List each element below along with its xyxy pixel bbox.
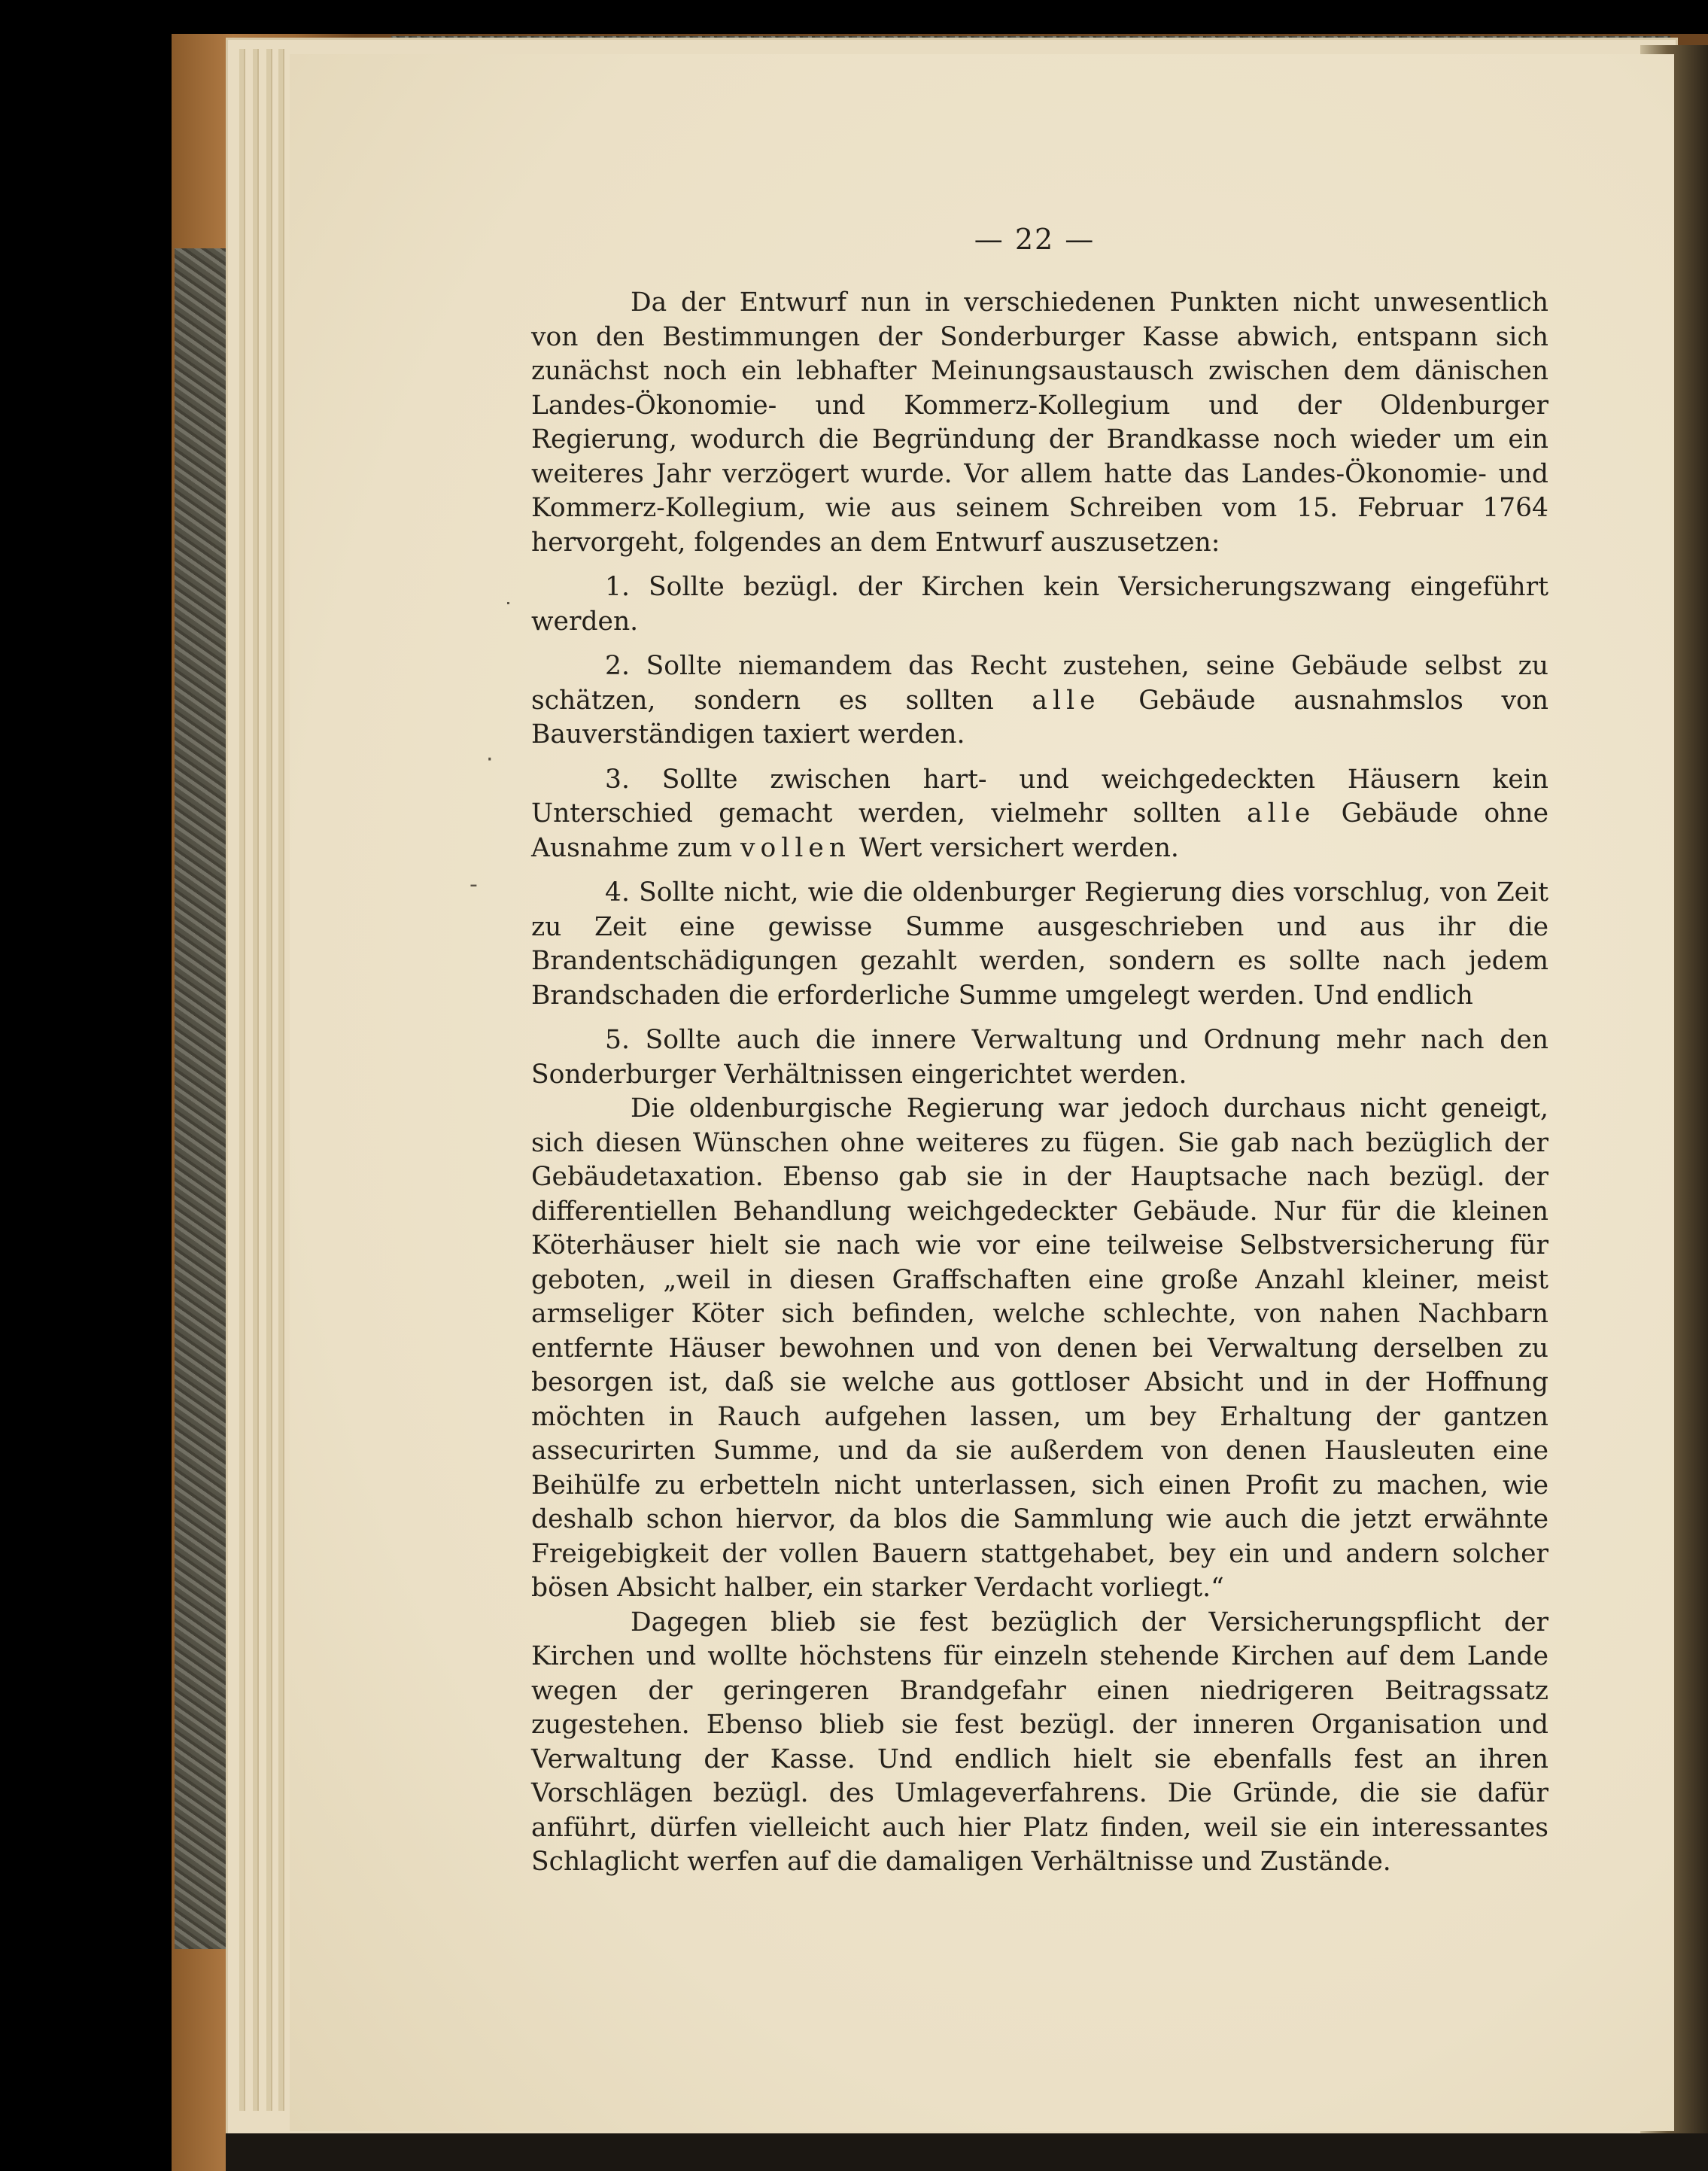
bottom-edge [226,2133,1708,2171]
list-item-text: Gebäude ohne Ausnahme zum [531,798,1548,863]
list-item [531,649,1548,753]
margin-mark: · [486,746,494,773]
leaf-edge [278,49,284,2111]
list-item: 5. Sollte auch die innere Verwaltung und Ordnung mehr nach den Sonderburger Verhältnissen eingerichtet werden. [531,1025,1548,1090]
leaf-edge [266,49,272,2111]
list-item-text: Gebäude ausnahmslos von Bauverständigen taxiert werden. [531,685,1548,750]
list-item [531,763,1548,866]
list-item-text: 3. Sollte zwischen hart- und weichgedeckten Häusern kein Unterschied gemacht werden, vielmehr sollten [531,764,1548,829]
emphasis: vollen [740,832,851,863]
margin-mark: - [470,871,478,898]
paragraph: Dagegen blieb sie fest bezüglich der Versicherungspflicht der Kirchen und wollte höchstens für einzeln stehende Kirchen auf dem Lande wegen der geringeren Brandgefahr einen niedrigeren Beitragssatz zugestehen. Ebenso blieb sie fest bezügl. der inneren Organisation und Verwaltung der Kasse. Und endlich hielt sie ebenfalls fest an ihren Vorschlägen bezügl. des Umlageverfahrens. Die Gründe, die sie dafür anführt, dürfen vielleicht auch hier Platz finden, weil sie ein interessantes Schlaglicht werfen auf die damaligen Verhältnisse und Zustände. [531,1607,1548,1877]
list-item-text: 2. Sollte niemandem das Recht zustehen, seine Gebäude selbst zu schätzen, sondern es sollten [531,651,1548,716]
body-text [531,286,1548,1880]
list-item: 4. Sollte nicht, wie die oldenburger Regierung dies vorschlug, von Zeit zu Zeit eine gewisse Summe ausgeschrieben und aus ihr die Brandentschädigungen gezahlt werden, sondern es sollte nach jedem Brandschaden die erforderliche Summe umgelegt werden. Und endlich [531,877,1548,1011]
paragraph: Die oldenburgische Regierung war jedoch durchaus nicht geneigt, sich diesen Wünschen ohne weiteres zu fügen. Sie gab nach bezüglich der Gebäudetaxation. Ebenso gab sie in der Hauptsache nach bezügl. der differentiellen Behandlung weichgedeckter Gebäude. Nur für die kleinen Köterhäuser hielt sie nach wie vor eine teilweise Selbstversicherung für geboten, „weil in diesen Graffschaften eine große Anzahl kleiner, meist armseliger Köter sich befinden, welche schlechte, von nahen Nachbarn entfernte Häuser bewohnen und von denen bei Verwaltung derselben zu besorgen ist, daß sie welche aus gottloser Absicht und in der Hoffnung möchten in Rauch aufgehen lassen, um bey Erhaltung der gantzen assecurirten Summe, und da sie außerdem von denen Hausleuten eine Beihülfe zu erbetteln nicht unterlassen, sich einen Profit zu machen, wie deshalb schon hiervor, da blos die Sammlung wie auch die jetzt erwähnte Freigebigkeit der vollen Bauern stattgehabet, bey ein und andern solcher bösen Absicht halber, ein starker Verdacht vorliegt.“ [531,1093,1548,1603]
margin-mark: ˙ [503,599,514,625]
paragraph: Da der Entwurf nun in verschiedenen Punkten nicht unwesentlich von den Bestimmungen der Sonderburger Kasse abwich, entspann sich zunächst noch ein lebhafter Meinungsaustausch zwischen dem dänischen Landes-Ökonomie- und Kommerz-Kollegium und der Oldenburger Regierung, wodurch die Begründung der Brandkasse noch wieder um ein weiteres Jahr verzögert wurde. Vor allem hatte das Landes-Ökonomie- und Kommerz-Kollegium, wie aus seinem Schreiben vom 15. Februar 1764 hervorgeht, folgendes an dem Entwurf auszusetzen: [531,287,1548,558]
emphasis: alle [1032,685,1101,716]
page-number: — 22 — [974,223,1096,256]
list-item-text: Wert versichert werden. [851,832,1179,863]
list-item: 1. Sollte bezügl. der Kirchen kein Versicherungszwang eingeführt werden. [531,572,1548,637]
emphasis: alle [1247,798,1316,829]
leaf-edge [239,49,245,2111]
leaf-edge [253,49,259,2111]
